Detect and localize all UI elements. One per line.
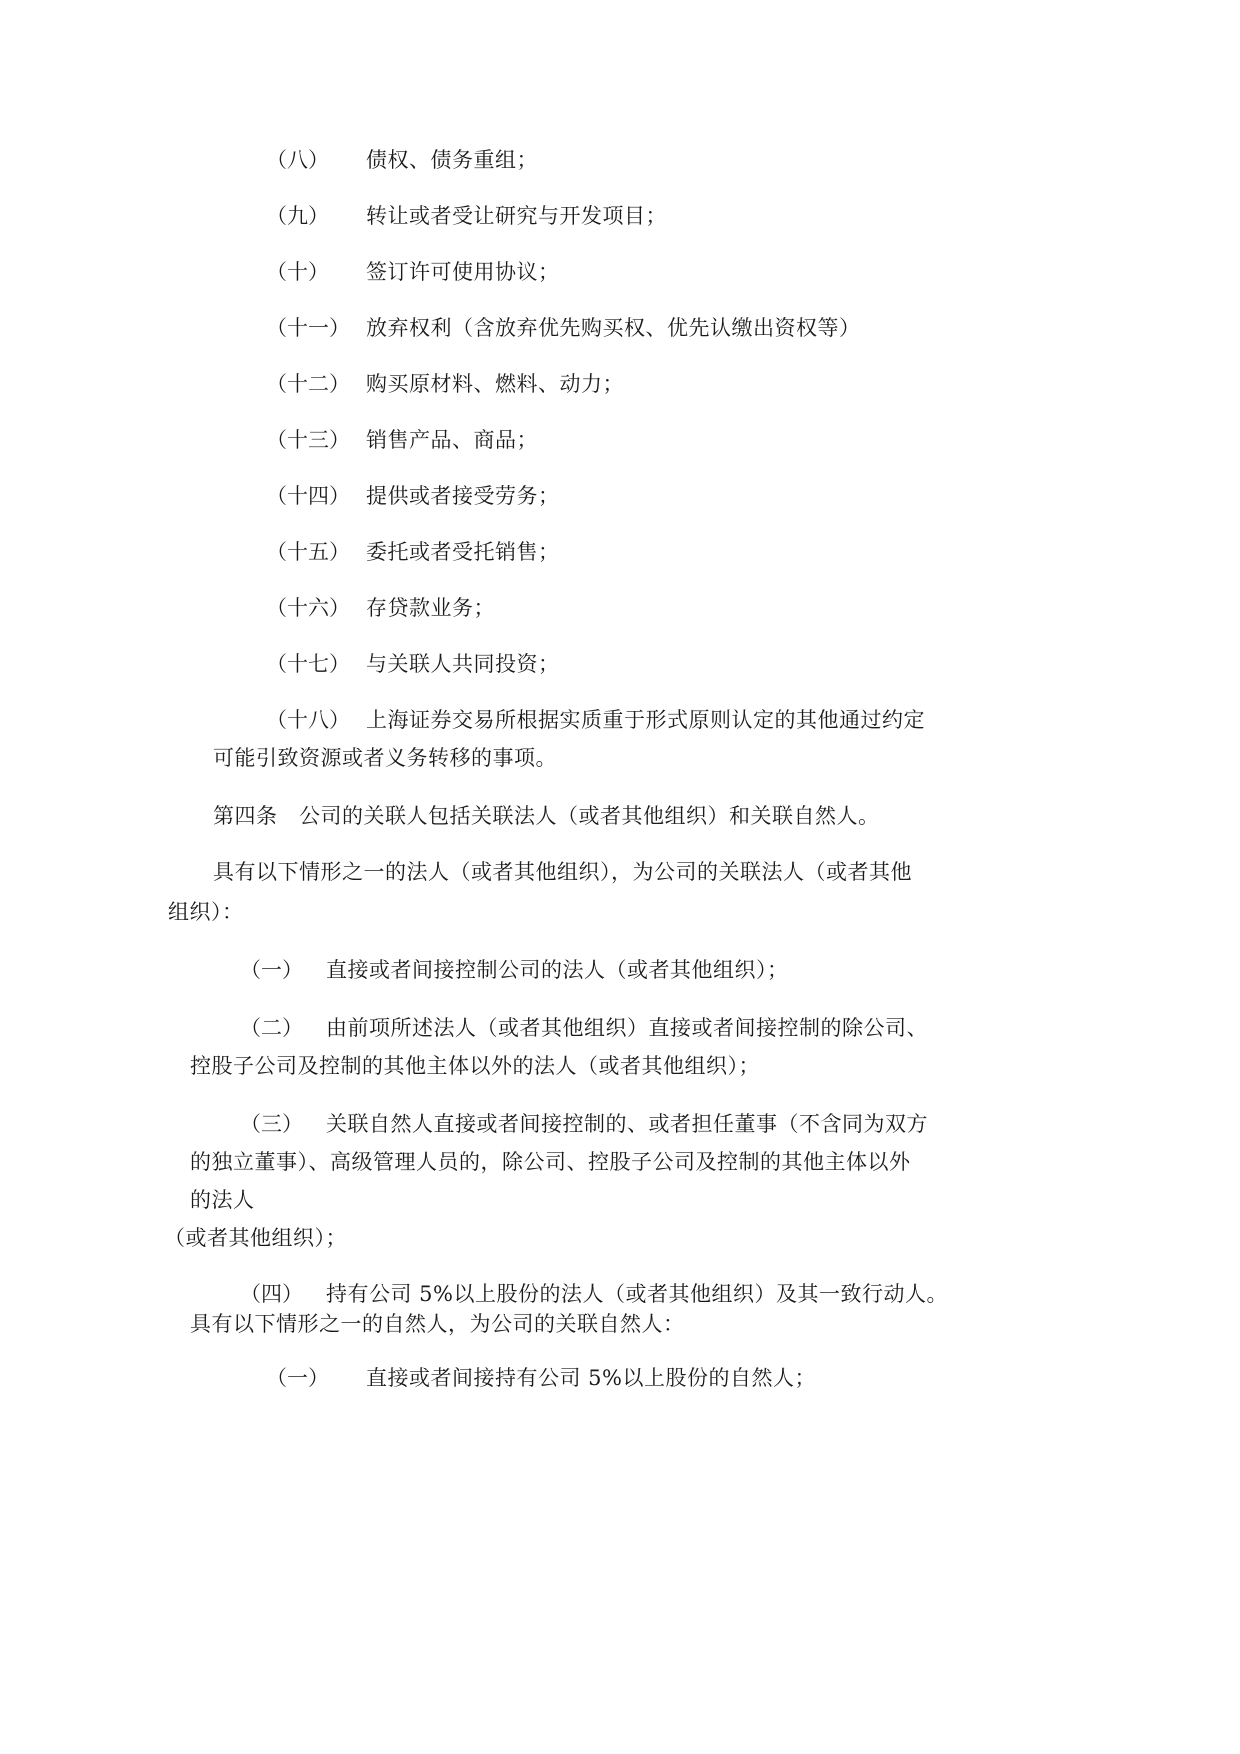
item-number: （九） [266, 204, 329, 228]
item-number: （十八） [266, 708, 350, 732]
item-number: （十一） [266, 316, 350, 340]
item-text: 存贷款业务； [366, 596, 495, 620]
item-text: 与关联人共同投资； [366, 652, 560, 676]
item-text: 上海证券交易所根据实质重于形式原则认定的其他通过约定 [366, 708, 925, 732]
item-number: （四） [240, 1282, 303, 1306]
item-number: （一） [266, 1366, 329, 1390]
item-number: （三） [240, 1112, 303, 1136]
article-4-heading: 第四条 公司的关联人包括关联法人（或者其他组织）和关联自然人。 [213, 804, 880, 828]
item-number: （十七） [266, 652, 350, 676]
legal-person-intro-continued: 组织）： [168, 900, 244, 924]
item-text-continued: （或者其他组织）； [164, 1226, 347, 1250]
item-text: 购买原材料、燃料、动力； [366, 372, 624, 396]
item-text: 债权、债务重组； [366, 148, 538, 172]
item-text-continued: 的独立董事）、高级管理人员的，除公司、控股子公司及控制的其他主体以外 [190, 1150, 911, 1174]
item-number: （十三） [266, 428, 350, 452]
item-number: （十五） [266, 540, 350, 564]
item-number: （十六） [266, 596, 350, 620]
item-number: （一） [240, 958, 303, 982]
item-text-continued: 可能引致资源或者义务转移的事项。 [213, 746, 557, 770]
item-number: （二） [240, 1016, 303, 1040]
item-text: 关联自然人直接或者间接控制的、或者担任董事（不含同为双方 [326, 1112, 928, 1136]
natural-person-intro: 具有以下情形之一的自然人，为公司的关联自然人： [190, 1312, 685, 1336]
item-text: 销售产品、商品； [366, 428, 538, 452]
item-text: 放弃权利（含放弃优先购买权、优先认缴出资权等） [366, 316, 861, 340]
legal-person-intro: 具有以下情形之一的法人（或者其他组织），为公司的关联法人（或者其他 [213, 860, 912, 884]
item-text: 持有公司 5%以上股份的法人（或者其他组织）及其一致行动人。 [326, 1282, 948, 1306]
item-text: 委托或者受托销售； [366, 540, 560, 564]
item-text: 直接或者间接控制公司的法人（或者其他组织）； [326, 958, 789, 982]
item-text: 签订许可使用协议； [366, 260, 560, 284]
item-text-continued: 控股子公司及控制的其他主体以外的法人（或者其他组织）； [190, 1054, 760, 1078]
item-number: （十） [266, 260, 329, 284]
item-number: （十二） [266, 372, 350, 396]
item-text: 提供或者接受劳务； [366, 484, 560, 508]
item-number: （八） [266, 148, 329, 172]
item-text: 转让或者受让研究与开发项目； [366, 204, 667, 228]
item-number: （十四） [266, 484, 350, 508]
item-text-continued: 的法人 [190, 1188, 255, 1212]
item-text: 直接或者间接持有公司 5%以上股份的自然人； [366, 1366, 816, 1390]
item-text: 由前项所述法人（或者其他组织）直接或者间接控制的除公司、 [326, 1016, 928, 1040]
